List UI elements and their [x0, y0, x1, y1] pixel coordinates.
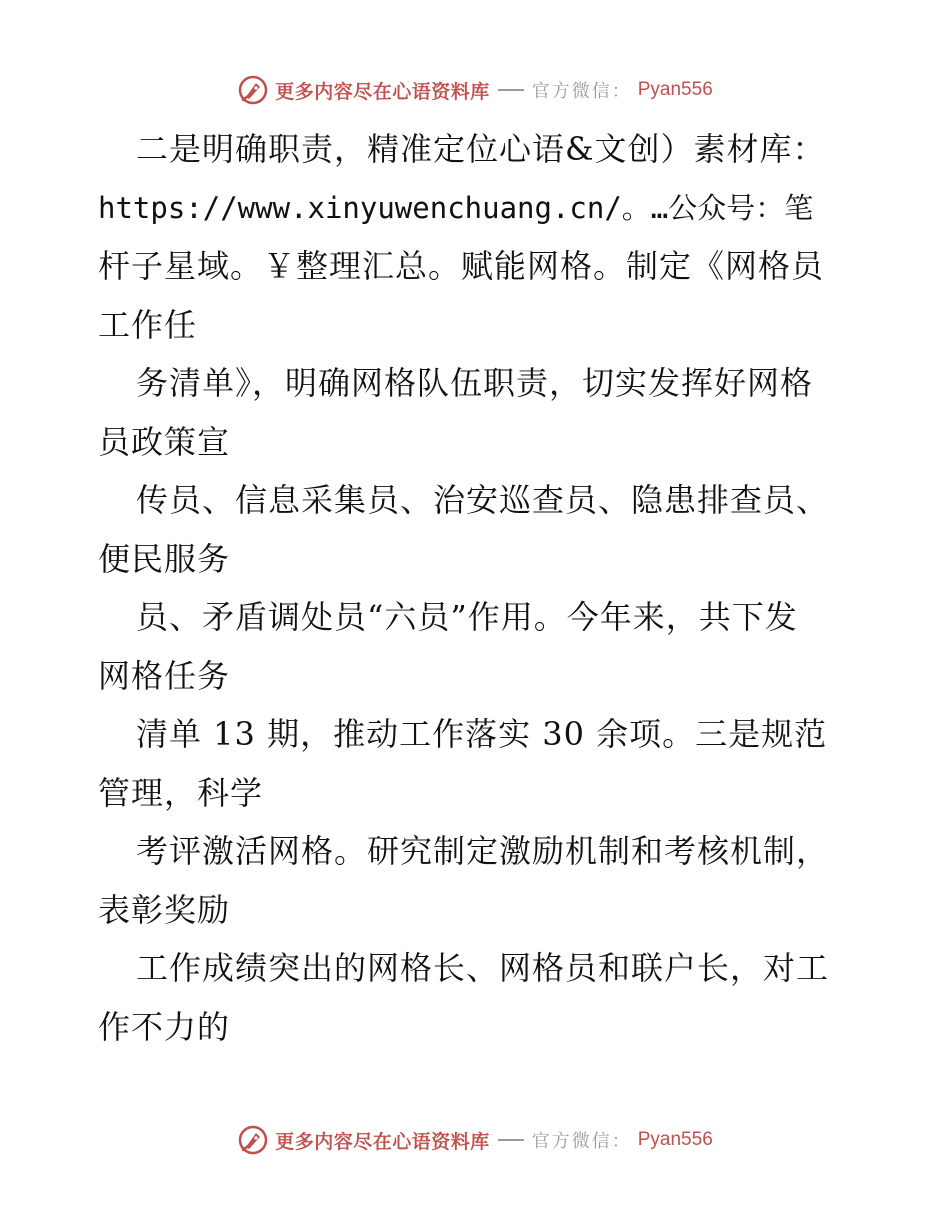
banner-site-text: 更多内容尽在心语资料库	[275, 80, 490, 103]
banner-dash-divider	[498, 89, 524, 91]
banner-wechat-id: Pyan556	[637, 79, 713, 100]
body-line: 管理，科学	[98, 773, 264, 812]
body-line: 工作任	[98, 305, 198, 344]
body-line: 务清单》，明确网格队伍职责，切实发挥好网格	[136, 364, 814, 402]
body-line: https://www.xinyuwenchuang.cn/。…公众号：笔	[98, 190, 814, 225]
document-body	[98, 120, 858, 1056]
footer-banner	[0, 1120, 950, 1160]
body-line: 员政策宣	[98, 422, 231, 461]
pen-nib-logo-icon	[237, 1124, 269, 1156]
body-line: 二是明确职责，精准定位心语&文创）素材库：	[136, 130, 826, 168]
banner-content	[237, 74, 713, 106]
body-line: 便民服务	[98, 539, 231, 578]
body-line: 工作成绩突出的网格长、网格员和联户长，对工	[136, 949, 830, 987]
body-line: 杆子星域。￥整理汇总。赋能网格。制定《网格员	[98, 247, 825, 285]
banner-wechat-id: Pyan556	[637, 1129, 713, 1150]
body-line: 网格任务	[98, 656, 231, 695]
banner-official-text: 官方微信：	[531, 1131, 632, 1152]
banner-site-text: 更多内容尽在心语资料库	[275, 1130, 490, 1153]
banner-official-text: 官方微信：	[531, 81, 632, 102]
banner-dash-divider	[498, 1139, 524, 1141]
body-line: 清单 13 期，推动工作落实 30 余项。三是规范	[136, 715, 828, 753]
header-banner	[0, 70, 950, 110]
body-line: 作不力的	[98, 1007, 231, 1046]
body-line: 员、矛盾调处员“六员”作用。今年来，共下发	[136, 598, 798, 636]
body-line: 表彰奖励	[98, 890, 231, 929]
body-line: 传员、信息采集员、治安巡查员、隐患排查员、	[136, 481, 830, 519]
pen-nib-logo-icon	[237, 74, 269, 106]
body-line: 考评激活网格。研究制定激励机制和考核机制，	[136, 832, 830, 870]
banner-content	[237, 1124, 713, 1156]
